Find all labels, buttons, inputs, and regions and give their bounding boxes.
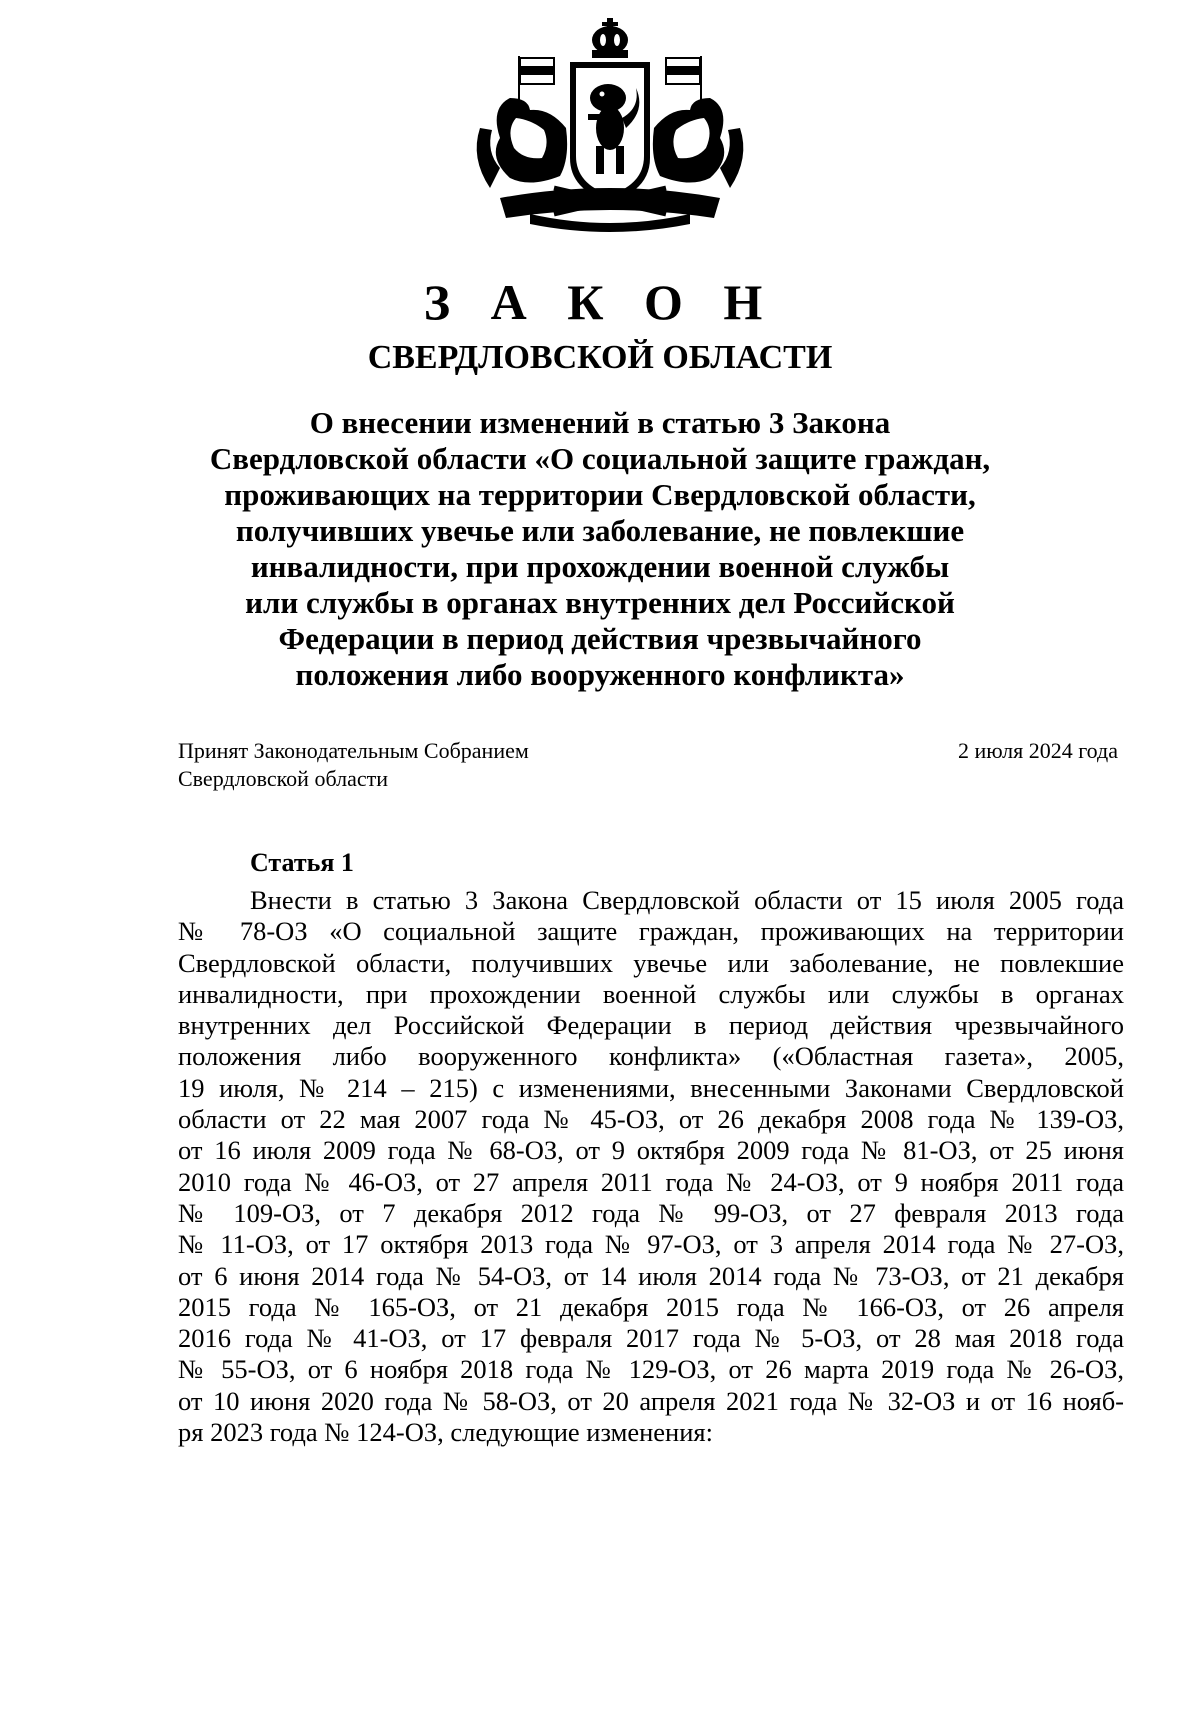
- law-subject-line: Федерации в период действия чрезвычайного: [278, 621, 922, 656]
- article-line: 2015 года № 165-ОЗ, от 21 декабря 2015 года № 166-ОЗ, от 26 апреля: [178, 1291, 1124, 1322]
- article-line: от 16 июля 2009 года № 68-ОЗ, от 9 октября 2009 года № 81-ОЗ, от 25 июня: [178, 1135, 1124, 1166]
- law-subject-line: получивших увечье или заболевание, не повлекшие: [235, 513, 965, 548]
- article-line: области от 22 мая 2007 года № 45-ОЗ, от 26 декабря 2008 года № 139-ОЗ,: [178, 1104, 1124, 1135]
- article-line: 19 июля, № 214 – 215) с изменениями, внесенными Законами Свердловской: [178, 1072, 1124, 1103]
- law-subject-line: положения либо вооруженного конфликта»: [295, 657, 905, 692]
- article-line: положения либо вооруженного конфликта» («Областная газета», 2005,: [178, 1041, 1124, 1072]
- article-line: внутренних дел Российской Федерации в период действия чрезвычайного: [178, 1010, 1124, 1041]
- law-subject-title: [200, 405, 1000, 693]
- coat-of-arms-icon: [470, 18, 750, 238]
- article-line: 2010 года № 46-ОЗ, от 27 апреля 2011 года № 24-ОЗ, от 9 ноября 2011 года: [178, 1166, 1124, 1197]
- article-line: 2016 года № 41-ОЗ, от 17 февраля 2017 года № 5-ОЗ, от 28 мая 2018 года: [178, 1323, 1124, 1354]
- article-line: № 78-ОЗ «О социальной защите граждан, проживающих на территории: [178, 916, 1124, 947]
- region-title: СВЕРДЛОВСКОЙ ОБЛАСТИ: [367, 339, 833, 376]
- article-line: от 10 июня 2020 года № 58-ОЗ, от 20 апреля 2021 года № 32-ОЗ и от 16 нояб-: [178, 1385, 1124, 1416]
- adopted-by-line: Принят Законодательным Собранием: [178, 738, 529, 763]
- article-line: № 55-ОЗ, от 6 ноября 2018 года № 129-ОЗ, от 26 марта 2019 года № 26-ОЗ,: [178, 1354, 1124, 1385]
- article-line: № 11-ОЗ, от 17 октября 2013 года № 97-ОЗ, от 3 апреля 2014 года № 27-ОЗ,: [178, 1229, 1124, 1260]
- law-subject-line: инвалидности, при прохождении военной службы: [250, 549, 950, 584]
- document-type-title: З А К О Н: [423, 274, 777, 330]
- article-line: ря 2023 года № 124-ОЗ, следующие изменения:: [178, 1417, 713, 1448]
- law-subject-line: Свердловской области «О социальной защите граждан,: [209, 441, 991, 476]
- article-body: [178, 885, 1124, 1448]
- law-subject-line: или службы в органах внутренних дел Российской: [245, 585, 955, 620]
- adopted-by-line: Свердловской области: [178, 766, 388, 791]
- adoption-date: 2 июля 2024 года: [957, 738, 1118, 763]
- article-heading: Статья 1: [250, 848, 354, 877]
- article-line: № 109-ОЗ, от 7 декабря 2012 года № 99-ОЗ, от 27 февраля 2013 года: [178, 1197, 1124, 1228]
- article-line: от 6 июня 2014 года № 54-ОЗ, от 14 июля 2014 года № 73-ОЗ, от 21 декабря: [178, 1260, 1124, 1291]
- article-line: Свердловской области, получивших увечье или заболевание, не повлекшие: [178, 947, 1124, 978]
- adopted-by-block: [178, 737, 678, 793]
- article-line: Внести в статью 3 Закона Свердловской области от 15 июля 2005 года: [250, 885, 1124, 915]
- article-line: инвалидности, при прохождении военной службы или службы в органах: [178, 978, 1124, 1009]
- law-subject-line: О внесении изменений в статью 3 Закона: [309, 405, 891, 440]
- law-subject-line: проживающих на территории Свердловской области,: [224, 477, 976, 512]
